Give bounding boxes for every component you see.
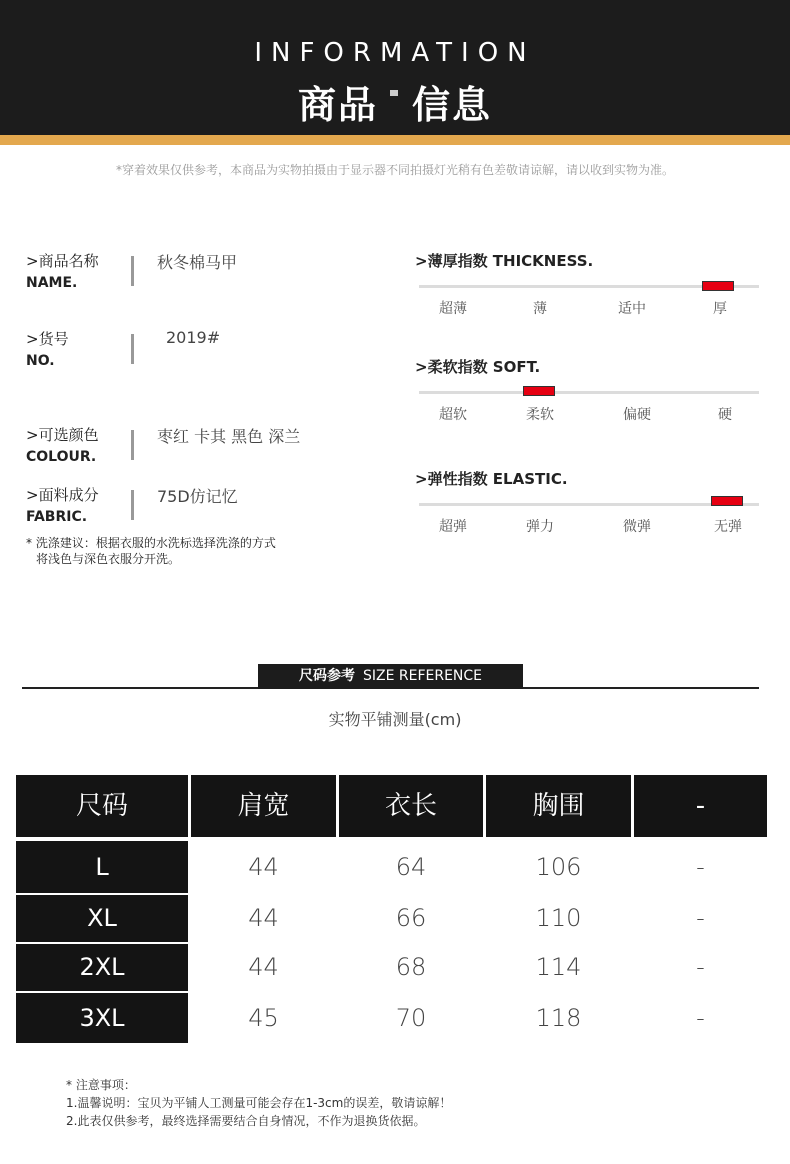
- info-label-cn: >面料成分: [26, 486, 99, 504]
- notes-title: * 注意事项：: [66, 1078, 136, 1092]
- table-cell: 44: [248, 904, 279, 932]
- table-row-header: L: [16, 841, 188, 893]
- table-cell: -: [696, 1004, 705, 1032]
- index-marker: [702, 281, 734, 291]
- index-option: 厚: [713, 301, 727, 317]
- table-cell: 64: [395, 853, 427, 881]
- index-marker: [523, 386, 555, 396]
- wash-note-line1: * 洗涤建议：根据衣服的水洗标选择洗涤的方式: [26, 536, 276, 550]
- table-cell: -: [696, 953, 705, 981]
- table-cell: 118: [535, 1004, 582, 1032]
- header-title-cn-left: 商品: [297, 83, 378, 127]
- wash-note-line2: 将浅色与深色衣服分开洗。: [36, 552, 181, 566]
- info-value: 75D仿记忆: [157, 487, 238, 506]
- table-cell: 44: [248, 953, 279, 981]
- index-marker: [711, 496, 743, 506]
- header-banner: [0, 0, 790, 135]
- table-cell: 70: [395, 1004, 427, 1032]
- index-option: 硬: [718, 407, 732, 423]
- index-title: >柔软指数 SOFT.: [415, 358, 541, 376]
- header-dot: [390, 90, 398, 96]
- notes-line2: 2.此表仅供参考，最终选择需要结合自身情况，不作为退换货依据。: [66, 1114, 426, 1128]
- index-option: 弹力: [526, 519, 554, 535]
- index-title: >薄厚指数 THICKNESS.: [415, 252, 594, 270]
- info-separator: [131, 256, 134, 286]
- table-row-header: 3XL: [16, 993, 188, 1043]
- info-value: 秋冬棉马甲: [157, 253, 238, 272]
- header-title-en: INFORMATION: [254, 38, 536, 68]
- index-option: 柔软: [526, 407, 554, 423]
- index-option: 微弹: [623, 519, 651, 535]
- index-title: >弹性指数 ELASTIC.: [415, 470, 568, 488]
- info-row-name: [26, 250, 238, 291]
- index-soft: [415, 356, 760, 423]
- table-cell: -: [696, 904, 705, 932]
- header-title-cn-right: 信息: [412, 83, 493, 127]
- info-separator: [131, 334, 134, 364]
- notes-line1: 1.温馨说明：宝贝为平铺人工测量可能会存在1-3cm的误差，敬请谅解！: [66, 1096, 452, 1110]
- table-cell: 44: [248, 853, 279, 881]
- index-elastic: [415, 468, 760, 535]
- info-separator: [131, 430, 134, 460]
- notes: [66, 1076, 451, 1130]
- info-label-en: NO.: [26, 353, 55, 369]
- index-track: [419, 391, 759, 394]
- info-separator: [131, 490, 134, 520]
- info-label-en: NAME.: [26, 275, 78, 291]
- size-tag-cn: 尺码参考: [298, 668, 355, 684]
- table-header-cell: -: [634, 775, 767, 837]
- disclaimer-text: *穿着效果仅供参考，本商品为实物拍摄由于显示器不同拍摄灯光稍有色差敬请谅解，请以收到实物为准。: [115, 163, 674, 177]
- index-option: 偏硬: [623, 407, 651, 423]
- info-row-colour: [26, 424, 301, 465]
- info-label-cn: >可选颜色: [26, 426, 99, 444]
- index-option: 适中: [618, 301, 646, 317]
- size-tag-en: SIZE REFERENCE: [362, 668, 483, 684]
- info-value: 2019#: [166, 328, 221, 347]
- info-label-cn: >货号: [26, 330, 69, 348]
- info-row-fabric: [26, 484, 238, 525]
- index-option: 超软: [439, 407, 467, 423]
- table-cell: -: [696, 853, 705, 881]
- wash-note: [26, 535, 276, 567]
- index-option: 超薄: [439, 301, 467, 317]
- header-title-cn: [0, 74, 790, 129]
- size-reference-tag: [258, 664, 523, 689]
- table-row-header: 2XL: [16, 944, 188, 991]
- table-cell: 66: [395, 904, 427, 932]
- table-cell: 68: [395, 953, 427, 981]
- info-label-en: COLOUR.: [26, 449, 97, 465]
- index-track: [419, 503, 759, 506]
- table-header-cell: 肩宽: [191, 775, 336, 837]
- info-label-en: FABRIC.: [26, 509, 88, 525]
- index-thickness: [415, 250, 760, 317]
- table-row-header: XL: [16, 895, 188, 942]
- index-option: 超弹: [439, 519, 467, 535]
- accent-strip: [0, 135, 790, 145]
- table-cell: 45: [248, 1004, 279, 1032]
- index-option: 薄: [533, 301, 547, 317]
- table-cell: 114: [535, 953, 582, 981]
- info-label-cn: >商品名称: [26, 252, 99, 270]
- size-subtitle: 实物平铺测量(cm): [328, 710, 462, 729]
- table-header-cell: 胸围: [486, 775, 631, 837]
- table-cell: 106: [535, 853, 582, 881]
- info-row-no: [26, 328, 221, 369]
- info-value: 枣红 卡其 黑色 深兰: [157, 427, 301, 446]
- table-header-cell: 衣长: [339, 775, 483, 837]
- index-option: 无弹: [714, 519, 742, 535]
- table-header-cell: 尺码: [16, 775, 188, 837]
- table-cell: 110: [535, 904, 582, 932]
